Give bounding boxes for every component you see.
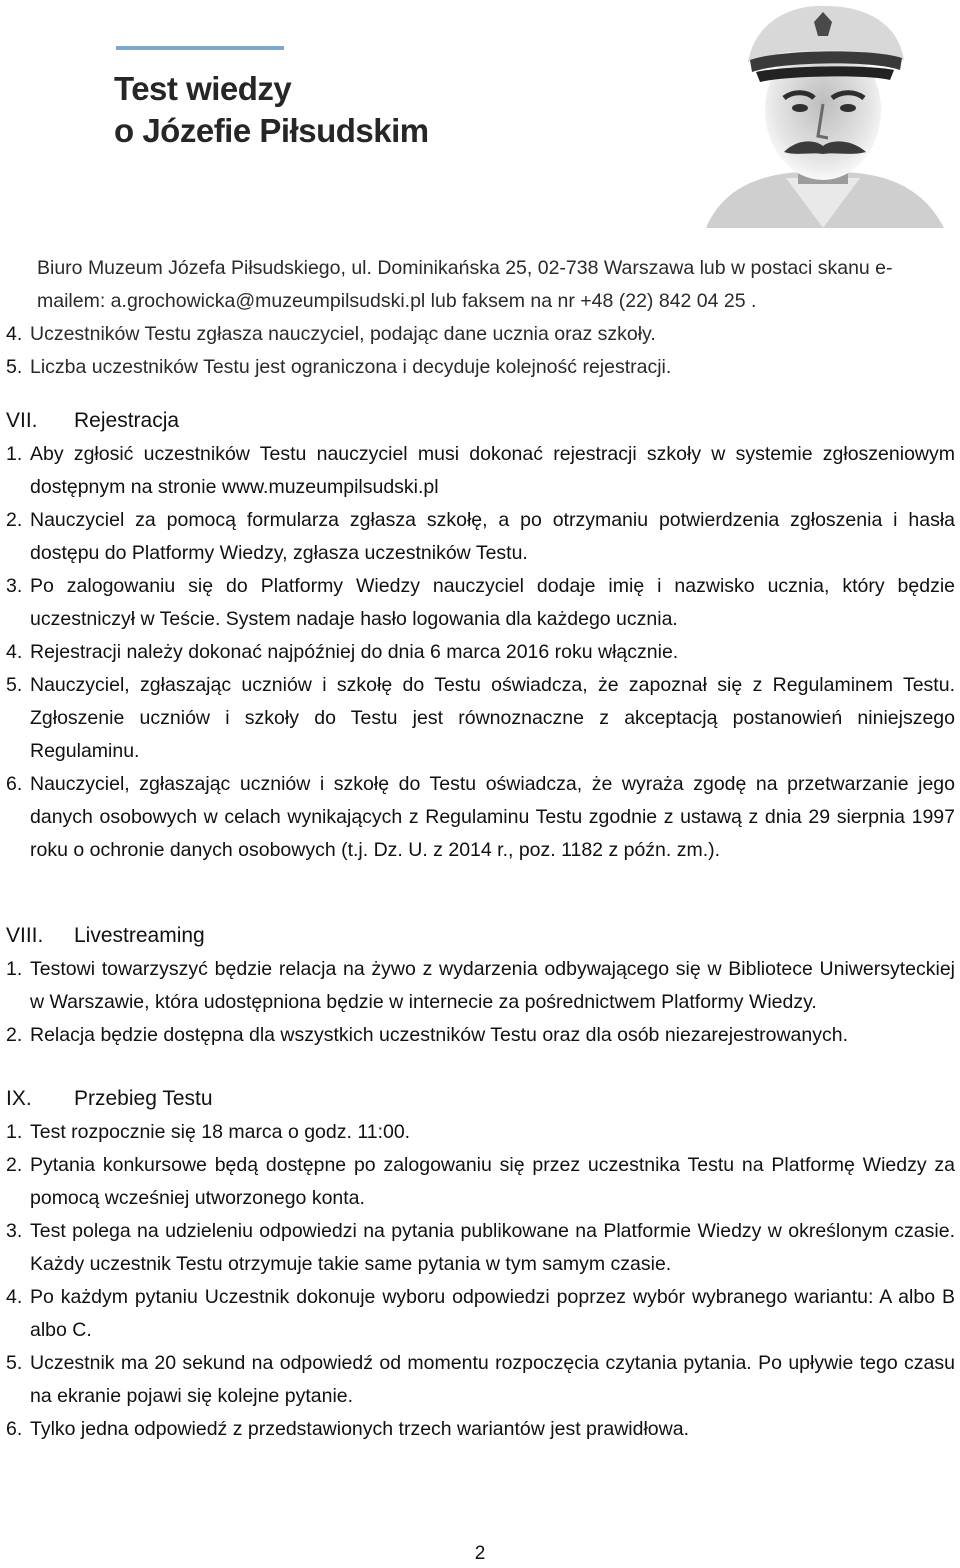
list-item bbox=[0, 1215, 960, 1281]
item-number: 1. bbox=[6, 1121, 23, 1143]
item-number: 4. bbox=[6, 323, 23, 345]
item-number: 1. bbox=[6, 958, 23, 980]
list-item bbox=[0, 953, 960, 1019]
item-number: 6. bbox=[6, 773, 23, 795]
section-title: Rejestracja bbox=[74, 409, 180, 432]
page-title bbox=[114, 68, 429, 152]
item-number: 2. bbox=[6, 1024, 23, 1046]
section-title: Livestreaming bbox=[74, 924, 205, 947]
section-heading-przebieg-testu bbox=[0, 1082, 960, 1116]
item-text: Relacja będzie dostępna dla wszystkich uczestników Testu oraz dla osób niezarejestrowanych. bbox=[30, 1024, 848, 1046]
item-number: 6. bbox=[6, 1418, 23, 1440]
section-list-rejestracja bbox=[0, 438, 960, 867]
item-text: Test rozpocznie się 18 marca o godz. 11:00. bbox=[30, 1121, 411, 1143]
section-list-livestreaming bbox=[0, 953, 960, 1052]
item-number: 4. bbox=[6, 1286, 23, 1308]
title-accent-bar bbox=[116, 46, 284, 50]
item-text: Liczba uczestników Testu jest ograniczona i decyduje kolejność rejestracji. bbox=[30, 356, 672, 378]
section-numeral: VIII. bbox=[6, 924, 44, 947]
item-text: Aby zgłosić uczestników Testu nauczyciel musi dokonać rejestracji szkoły w systemie zgłoszeniowym dostępnym na stronie www.muzeumpilsudski.pl bbox=[30, 443, 955, 498]
list-item bbox=[0, 438, 960, 504]
item-number: 3. bbox=[6, 575, 23, 597]
item-number: 3. bbox=[6, 1220, 23, 1242]
list-item bbox=[0, 1413, 960, 1446]
item-number: 5. bbox=[6, 1352, 23, 1374]
item-text: Po zalogowaniu się do Platformy Wiedzy nauczyciel dodaje imię i nazwisko ucznia, który będzie uczestniczył w Teście. System nadaje hasło logowania dla każdego ucznia. bbox=[30, 575, 955, 630]
item-text: Tylko jedna odpowiedź z przedstawionych trzech wariantów jest prawidłowa. bbox=[30, 1418, 689, 1440]
title-line-2: o Józefie Piłsudskim bbox=[114, 112, 429, 149]
item-text: Uczestników Testu zgłasza nauczyciel, podając dane ucznia oraz szkoły. bbox=[30, 323, 656, 345]
document-body bbox=[0, 252, 960, 1446]
portrait-photo bbox=[686, 0, 960, 228]
item-text: Test polega na udzieleniu odpowiedzi na pytania publikowane na Platformie Wiedzy w określonym czasie. Każdy uczestnik Testu otrzymuje takie same pytania w tym samym czasie. bbox=[30, 1220, 955, 1275]
list-item bbox=[0, 768, 960, 867]
section-numeral: VII. bbox=[6, 409, 38, 432]
list-item bbox=[0, 1019, 960, 1052]
item-text: Testowi towarzyszyć będzie relacja na żywo z wydarzenia odbywającego się w Bibliotece Uniwersyteckiej w Warszawie, która udostępniona będzie w internecie za pośrednictwem Platformy Wiedzy. bbox=[30, 958, 955, 1013]
item-text: Po każdym pytaniu Uczestnik dokonuje wyboru odpowiedzi poprzez wybór wybranego wariantu: A albo B albo C. bbox=[30, 1286, 955, 1341]
section-title: Przebieg Testu bbox=[74, 1087, 213, 1110]
item-number: 2. bbox=[6, 509, 23, 531]
item-text: Pytania konkursowe będą dostępne po zalogowaniu się przez uczestnika Testu na Platformę Wiedzy za pomocą wcześniej utworzonego konta. bbox=[30, 1154, 955, 1209]
title-line-1: Test wiedzy bbox=[114, 70, 292, 107]
item-text: Nauczyciel, zgłaszając uczniów i szkołę do Testu oświadcza, że wyraża zgodę na przetwarzanie jego danych osobowych w celach wynikających z Regulaminu Testu zgodnie z ustawą z dnia 29 sierpnia 1997 roku o ochronie danych osobowych (t.j. Dz. U. z 2014 r., poz. 1182 z późn. zm.). bbox=[30, 773, 955, 861]
list-item bbox=[0, 636, 960, 669]
section-numeral: IX. bbox=[6, 1087, 32, 1110]
list-item bbox=[0, 1116, 960, 1149]
list-item bbox=[0, 351, 960, 384]
portrait-illustration bbox=[686, 0, 960, 228]
list-item bbox=[0, 1281, 960, 1347]
item-text: Nauczyciel za pomocą formularza zgłasza szkołę, a po otrzymaniu potwierdzenia zgłoszenia i hasła dostępu do Platformy Wiedzy, zgłasza uczestników Testu. bbox=[30, 509, 955, 564]
intro-list bbox=[0, 318, 960, 384]
item-text: Nauczyciel, zgłaszając uczniów i szkołę do Testu oświadcza, że zapoznał się z Regulaminem Testu. Zgłoszenie uczniów i szkoły do Testu jest równoznaczne z akceptacją postanowień niniejszego Regulaminu. bbox=[30, 674, 955, 762]
section-heading-rejestracja bbox=[0, 404, 960, 438]
item-number: 5. bbox=[6, 674, 23, 696]
list-item bbox=[0, 318, 960, 351]
list-item bbox=[0, 570, 960, 636]
item-number: 5. bbox=[6, 356, 23, 378]
item-text: Rejestracji należy dokonać najpóźniej do dnia 6 marca 2016 roku włącznie. bbox=[30, 641, 679, 663]
item-number: 4. bbox=[6, 641, 23, 663]
item-text: Uczestnik ma 20 sekund na odpowiedź od momentu rozpoczęcia czytania pytania. Po upływie tego czasu na ekranie pojawi się kolejne pytanie. bbox=[30, 1352, 955, 1407]
list-item bbox=[0, 1347, 960, 1413]
page-number: 2 bbox=[474, 1543, 486, 1564]
item-number: 1. bbox=[6, 443, 23, 465]
continued-paragraph: Biuro Muzeum Józefa Piłsudskiego, ul. Dominikańska 25, 02-738 Warszawa lub w postaci skanu e-mailem: a.grochowicka@muzeumpilsudski.pl lub faksem na nr +48 (22) 842 04 25 . bbox=[37, 257, 893, 312]
list-item bbox=[0, 669, 960, 768]
document-header bbox=[0, 0, 960, 230]
list-item bbox=[0, 1149, 960, 1215]
section-heading-livestreaming bbox=[0, 919, 960, 953]
section-list-przebieg-testu bbox=[0, 1116, 960, 1446]
item-number: 2. bbox=[6, 1154, 23, 1176]
list-item bbox=[0, 504, 960, 570]
